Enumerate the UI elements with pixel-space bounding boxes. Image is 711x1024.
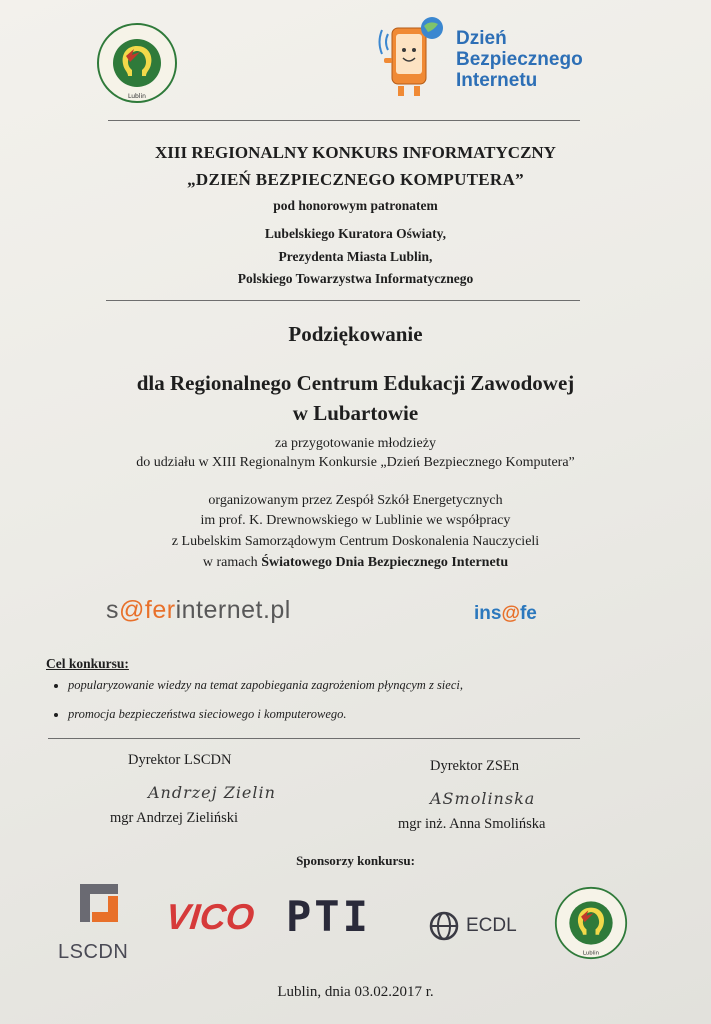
insafe-logo	[474, 603, 537, 625]
pti-logo: PTI	[286, 892, 371, 941]
dbi-logo	[378, 14, 608, 106]
organizer-line4-prefix: w ramach	[202, 555, 262, 570]
dbi-line1: Dzień	[456, 28, 507, 49]
organizer-line2: im prof. K. Drewnowskiego w Lublinie we współpracy	[200, 513, 511, 528]
svg-text:Lublin: Lublin	[582, 950, 600, 957]
ecdl-text: ECDL	[466, 915, 517, 936]
world-safer-internet-day: Światowego Dnia Bezpiecznego Internetu	[261, 555, 509, 570]
ecdl-logo	[428, 910, 517, 942]
divider-middle	[106, 300, 580, 301]
right-signature: ASmolinska	[430, 789, 536, 808]
contest-line3: pod honorowym patronatem	[273, 198, 438, 213]
dbi-line3: Internetu	[456, 70, 538, 91]
left-signature: Andrzej Zielin	[148, 783, 276, 802]
insafe-part-a: ins	[474, 603, 502, 624]
patron-2: Prezydenta Miasta Lublin,	[278, 249, 433, 264]
saferinternet-part-a: s	[106, 596, 119, 624]
insafe-part-b: @	[501, 603, 520, 624]
zse-sponsor-logo	[554, 886, 628, 960]
insafe-part-c: fe	[519, 603, 537, 624]
left-signatory-role: Dyrektor LSCDN	[128, 752, 232, 768]
vico-logo: VICO	[163, 896, 257, 937]
reason-line2: do udziału w XIII Regionalnym Konkursie „Dzień Bezpiecznego Komputera”	[136, 455, 575, 470]
sponsors-title: Sponsorzy konkursu:	[296, 853, 415, 868]
right-signatory-name: mgr inż. Anna Smolińska	[398, 816, 546, 832]
dbi-logo-text	[456, 28, 583, 91]
divider-top	[108, 120, 580, 121]
dbi-line2: Bezpiecznego	[456, 49, 583, 70]
lscdn-logo	[58, 882, 140, 963]
saferinternet-part-b: @fer	[119, 596, 176, 624]
goal-item: • popularyzowanie wiedzy na temat zapobiegania zagrożeniom płynącym z sieci,	[68, 678, 646, 693]
lscdn-text: LSCDN	[58, 941, 129, 963]
divider-bottom	[48, 738, 580, 739]
recipient-line2: w Lubartowie	[292, 401, 419, 425]
contest-line1: XIII REGIONALNY KONKURS INFORMATYCZNY	[155, 143, 556, 162]
right-signatory-role: Dyrektor ZSEn	[430, 758, 519, 774]
svg-text:Lublin: Lublin	[128, 93, 146, 100]
thanks-title: Podziękowanie	[288, 322, 423, 346]
saferinternet-logo	[106, 596, 291, 625]
recipient-line1: dla Regionalnego Centrum Edukacji Zawodowej	[136, 371, 575, 395]
goal-item: • promocja bezpieczeństwa sieciowego i komputerowego.	[68, 707, 646, 722]
lscdn-mark-icon	[58, 882, 140, 934]
goals-list	[46, 678, 646, 722]
patron-1: Lubelskiego Kuratora Oświaty,	[264, 226, 447, 241]
place-date: Lublin, dnia 03.02.2017 r.	[277, 984, 434, 1000]
ecdl-globe-icon	[428, 910, 460, 942]
goals-title: Cel konkursu:	[46, 656, 129, 671]
organizer-line1: organizowanym przez Zespół Szkół Energetycznych	[208, 493, 503, 508]
left-signatory-name: mgr Andrzej Zieliński	[110, 810, 239, 826]
organizer-line3: z Lubelskim Samorządowym Centrum Doskonalenia Nauczycieli	[171, 534, 540, 549]
patron-3: Polskiego Towarzystwa Informatycznego	[237, 271, 474, 286]
zse-logo	[96, 22, 178, 104]
saferinternet-part-c: internet.pl	[175, 596, 291, 624]
reason-line1: za przygotowanie młodzieży	[275, 436, 436, 451]
contest-goals	[46, 656, 646, 736]
tablet-mascot-icon	[378, 14, 448, 106]
organizer-line4	[0, 555, 711, 571]
contest-line2: „DZIEŃ BEZPIECZNEGO KOMPUTERA”	[187, 170, 524, 189]
